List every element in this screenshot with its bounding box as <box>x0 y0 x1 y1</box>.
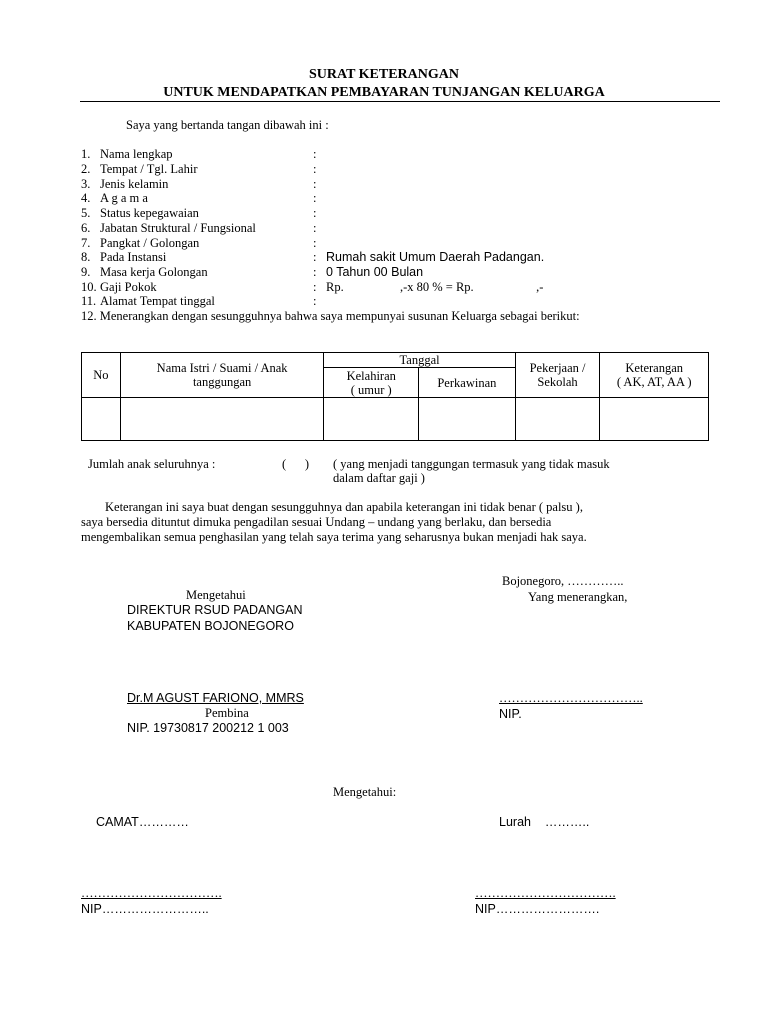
field-number: 7. <box>81 236 91 250</box>
header-pekerjaan-line2: Sekolah <box>537 375 578 389</box>
director-title-line1: DIREKTUR RSUD PADANGAN <box>127 603 303 617</box>
director-nip: NIP. 19730817 200212 1 003 <box>127 721 289 735</box>
header-perkawinan: Perkawinan <box>419 368 516 398</box>
field-label: Status kepegawaian <box>100 206 199 220</box>
lurah-signature-line[interactable]: ……………………………. <box>475 886 616 900</box>
field-colon: : <box>313 191 317 205</box>
field-label: Alamat Tempat tinggal <box>100 294 215 308</box>
field-colon: : <box>313 265 317 279</box>
right-signature-line[interactable]: …………………………….. <box>499 691 643 705</box>
field-value[interactable]: Rumah sakit Umum Daerah Padangan. <box>326 250 545 264</box>
field-colon: : <box>313 294 317 308</box>
field-value[interactable]: 0 Tahun 00 Bulan <box>326 265 424 279</box>
statement-line-3: mengembalikan semua penghasilan yang telah saya terima yang seharusnya bukan menjadi hak saya. <box>81 530 587 544</box>
header-keterangan <box>600 353 709 398</box>
director-rank: Pembina <box>205 706 249 720</box>
jumlah-anak-note-1: ( yang menjadi tanggungan termasuk yang tidak masuk <box>333 457 610 471</box>
item-12-text: 12. Menerangkan dengan sesungguhnya bahwa saya mempunyai susunan Keluarga sebagai berikut: <box>81 309 580 323</box>
field-number: 9. <box>81 265 91 279</box>
field-colon: : <box>313 162 317 176</box>
cell-pekerjaan[interactable] <box>515 398 600 441</box>
lurah-nip: NIP……………………. <box>475 902 600 916</box>
field-colon: : <box>313 280 317 294</box>
field-colon: : <box>313 221 317 235</box>
field-number: 4. <box>81 191 91 205</box>
header-pekerjaan-line1: Pekerjaan / <box>529 361 586 375</box>
cell-keterangan[interactable] <box>600 398 709 441</box>
field-number: 6. <box>81 221 91 235</box>
statement-line-1: Keterangan ini saya buat dengan sesungguhnya dan apabila keterangan ini tidak benar ( palsu ), <box>105 500 583 514</box>
header-keterangan-line2: ( AK, AT, AA ) <box>616 375 692 389</box>
field-number: 8. <box>81 250 91 264</box>
field-label: Pada Instansi <box>100 250 167 264</box>
jumlah-anak-field[interactable]: ( ) <box>282 457 310 471</box>
field-label: Jenis kelamin <box>100 177 169 191</box>
title-underline <box>80 101 720 102</box>
field-label: Jabatan Struktural / Fungsional <box>100 221 256 235</box>
field-number: 10. <box>81 280 97 294</box>
header-keterangan-line1: Keterangan <box>625 361 683 375</box>
field-label: Pangkat / Golongan <box>100 236 200 250</box>
jumlah-anak-note-2: dalam daftar gaji ) <box>333 471 425 485</box>
header-kelahiran-line2: ( umur ) <box>350 382 392 397</box>
field-number: 11. <box>81 294 97 308</box>
table-row <box>82 398 709 441</box>
header-kelahiran <box>324 368 419 398</box>
cell-kelahiran[interactable] <box>324 398 419 441</box>
field-colon: : <box>313 236 317 250</box>
family-table <box>81 352 709 441</box>
header-no: No <box>82 353 121 398</box>
director-title-line2: KABUPATEN BOJONEGORO <box>127 619 294 633</box>
intro-text: Saya yang bertanda tangan dibawah ini : <box>126 118 329 132</box>
cell-no[interactable] <box>82 398 121 441</box>
field-label: A g a m a <box>100 191 148 205</box>
mengetahui-center-label: Mengetahui: <box>333 785 397 799</box>
field-number: 1. <box>81 147 91 161</box>
field-colon: : <box>313 177 317 191</box>
field-colon: : <box>313 147 317 161</box>
header-nama-line1: Nama Istri / Suami / Anak <box>156 361 288 375</box>
camat-label: CAMAT………… <box>96 815 189 829</box>
director-name: Dr.M AGUST FARIONO, MMRS <box>127 691 304 705</box>
place-date: Bojonegoro, ………….. <box>502 574 624 588</box>
header-nama <box>120 353 324 398</box>
cell-perkawinan[interactable] <box>419 398 516 441</box>
mengetahui-label: Mengetahui <box>186 588 246 602</box>
statement-line-2: saya bersedia dituntut dimuka pengadilan sesuai Undang – undang yang berlaku, dan bersedia <box>81 515 552 529</box>
header-nama-line2: tanggungan <box>192 375 252 389</box>
field-colon: : <box>313 250 317 264</box>
camat-nip: NIP…………………….. <box>81 902 209 916</box>
jumlah-anak-label: Jumlah anak seluruhnya : <box>88 457 216 471</box>
camat-signature-line[interactable]: ……………………………. <box>81 886 222 900</box>
header-pekerjaan <box>515 353 600 398</box>
field-label: Tempat / Tgl. Lahir <box>100 162 198 176</box>
field-label: Masa kerja Golongan <box>100 265 208 279</box>
header-tanggal: Tanggal <box>324 353 515 368</box>
field-label: Gaji Pokok <box>100 280 157 294</box>
yang-menerangkan-label: Yang menerangkan, <box>528 590 628 604</box>
field-number: 5. <box>81 206 91 220</box>
field-colon: : <box>313 206 317 220</box>
field-label: Nama lengkap <box>100 147 173 161</box>
document-subtitle: UNTUK MENDAPATKAN PEMBAYARAN TUNJANGAN KELUARGA <box>163 85 605 100</box>
header-kelahiran-line1: Kelahiran <box>346 368 396 383</box>
right-nip-label: NIP. <box>499 707 522 721</box>
document-title: SURAT KETERANGAN <box>308 67 459 82</box>
field-value[interactable]: Rp. ,-x 80 % = Rp. ,- <box>326 280 544 294</box>
field-number: 2. <box>81 162 91 176</box>
lurah-label: Lurah ……….. <box>499 815 590 829</box>
field-number: 3. <box>81 177 91 191</box>
cell-nama[interactable] <box>120 398 324 441</box>
table-header-row <box>82 353 709 368</box>
